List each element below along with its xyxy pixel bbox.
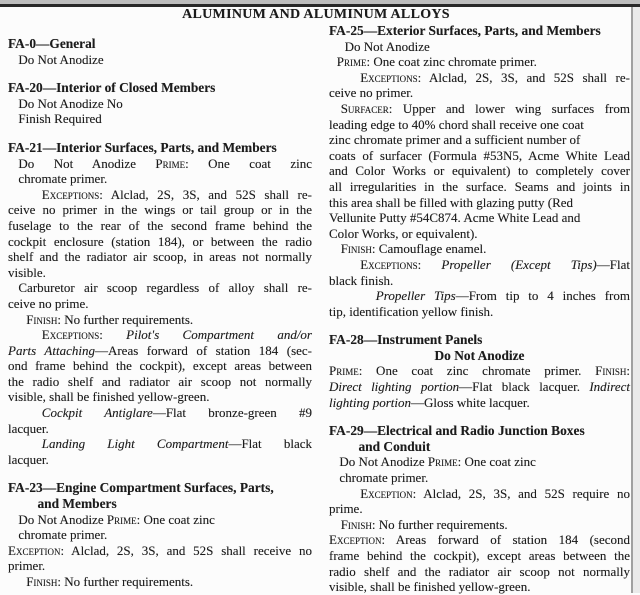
- text-line: ceive no primer in the wings or tail group or in the: [8, 202, 312, 218]
- text-line: ceive no prime.: [8, 296, 312, 312]
- text-line: lacquer.: [8, 421, 312, 437]
- text-line: radio shelf and the radiator air scoop not normally: [329, 564, 630, 580]
- text-line: zinc chromate primer and a sufficient number of: [329, 132, 630, 148]
- text-line: Vellunite Putty #54C874. Acme White Lead and: [329, 210, 630, 226]
- text-line: Carburetor air scoop regardless of alloy shall re-: [8, 280, 312, 296]
- text-line: Prime: One coat zinc chromate primer.: [329, 54, 630, 70]
- page-title: ALUMINUM AND ALUMINUM ALLOYS: [8, 7, 624, 23]
- text-line: prime.: [329, 501, 630, 517]
- text-line: Exceptions: Pilot's Compartment and/or: [8, 327, 312, 343]
- text-line: Prime: One coat zinc chromate primer. Finish:: [329, 363, 630, 379]
- text-line: Do Not Anodize No: [8, 96, 312, 112]
- text-line: Do Not Anodize: [329, 39, 630, 55]
- text-line: visible, shall be finished yellow-green.: [329, 579, 630, 595]
- text-line: Exception: Alclad, 2S, 3S, and 52S shall receive no: [8, 543, 312, 559]
- text-line: chromate primer.: [8, 171, 312, 187]
- text-line: Color Works, or equivalent).: [329, 226, 630, 242]
- text-line: Finish: Camouflage enamel.: [329, 241, 630, 257]
- text-line: Exception: Alclad, 2S, 3S, and 52S require no: [329, 486, 630, 502]
- text-line: Exceptions: Propeller (Except Tips)—Flat: [329, 257, 630, 273]
- section-fa-21: [8, 140, 312, 467]
- text-line: visible, shall be finished yellow-green.: [8, 389, 312, 405]
- text-line: Surfacer: Upper and lower wing surfaces from: [329, 101, 630, 117]
- text-line: Finish: No further requirements.: [8, 312, 312, 328]
- text-line: Propeller Tips—From tip to 4 inches from: [329, 288, 630, 304]
- text-line: ond frame behind the cockpit), except areas between: [8, 358, 312, 374]
- text-line: Finish: No further requirements.: [8, 574, 312, 590]
- text-line: frame behind the cockpit), except areas between the: [329, 548, 630, 564]
- text-line: Exceptions: Alclad, 2S, 3S, and 52S shall re-: [329, 70, 630, 86]
- section-fa-28: [329, 332, 630, 410]
- text-line: shelf and the radiator air scoop, in areas not normally: [8, 249, 312, 265]
- text-line: Exceptions: Alclad, 2S, 3S, and 52S shall re-: [8, 187, 312, 203]
- text-line: black finish.: [329, 273, 630, 289]
- text-line: Exception: Areas forward of station 184 (second: [329, 532, 630, 548]
- section-heading: FA-25—Exterior Surfaces, Parts, and Members: [329, 23, 630, 39]
- text-line: Landing Light Compartment—Flat black: [8, 436, 312, 452]
- section-heading: FA-0—General: [8, 36, 312, 52]
- text-line: Do Not Anodize: [8, 52, 312, 68]
- section-heading: FA-23—Engine Compartment Surfaces, Parts,: [8, 480, 312, 496]
- text-line: Do Not Anodize Prime: One coat zinc: [8, 156, 312, 172]
- text-line: all irregularities in the surface. Seams and joints in: [329, 179, 630, 195]
- two-column-layout: [8, 23, 624, 595]
- text-line: cockpit enclosure (station 184), or between the radio: [8, 234, 312, 250]
- left-column: [8, 23, 312, 595]
- text-line: chromate primer.: [329, 470, 630, 486]
- section-heading: and Members: [8, 496, 312, 512]
- text-line: the radio shelf and radiator air scoop not normally: [8, 374, 312, 390]
- section-heading: FA-28—Instrument Panels: [329, 332, 630, 348]
- text-line: Finish: No further requirements.: [329, 517, 630, 533]
- section-fa-29: [329, 423, 630, 595]
- text-line: primer.: [8, 558, 312, 574]
- section-heading: FA-29—Electrical and Radio Junction Boxes: [329, 423, 630, 439]
- right-column: [329, 23, 630, 595]
- section-heading: Do Not Anodize: [329, 348, 630, 364]
- section-fa-25: [329, 23, 630, 319]
- section-fa-23: [8, 480, 312, 589]
- text-line: visible.: [8, 265, 312, 281]
- section-heading: and Conduit: [329, 439, 630, 455]
- section-heading: FA-20—Interior of Closed Members: [8, 80, 312, 96]
- section-fa-20: [8, 80, 312, 127]
- text-line: Finish Required: [8, 111, 312, 127]
- text-line: chromate primer.: [8, 527, 312, 543]
- text-line: Cockpit Antiglare—Flat bronze-green #9: [8, 405, 312, 421]
- text-line: coats of surfacer (Formula #53N5, Acme White Lead: [329, 148, 630, 164]
- section-fa-0: [8, 36, 312, 67]
- text-line: lighting portion—Gloss white lacquer.: [329, 395, 630, 411]
- text-line: lacquer.: [8, 452, 312, 468]
- text-line: Do Not Anodize Prime: One coat zinc: [8, 512, 312, 528]
- text-line: fuselage to the rear of the second frame behind the: [8, 218, 312, 234]
- text-line: ceive no primer.: [329, 85, 630, 101]
- text-line: and Color Works or equivalent) to completely cover: [329, 163, 630, 179]
- document-page: [0, 7, 640, 595]
- text-line: Parts Attaching—Areas forward of station 184 (sec-: [8, 343, 312, 359]
- text-line: Direct lighting portion—Flat black lacquer. Indirect: [329, 379, 630, 395]
- text-line: leading edge to 40% chord shall receive one coat: [329, 117, 630, 133]
- text-line: tip, identification yellow finish.: [329, 304, 630, 320]
- text-line: this area shall be filled with glazing putty (Red: [329, 195, 630, 211]
- section-heading: FA-21—Interior Surfaces, Parts, and Members: [8, 140, 312, 156]
- text-line: Do Not Anodize Prime: One coat zinc: [329, 454, 630, 470]
